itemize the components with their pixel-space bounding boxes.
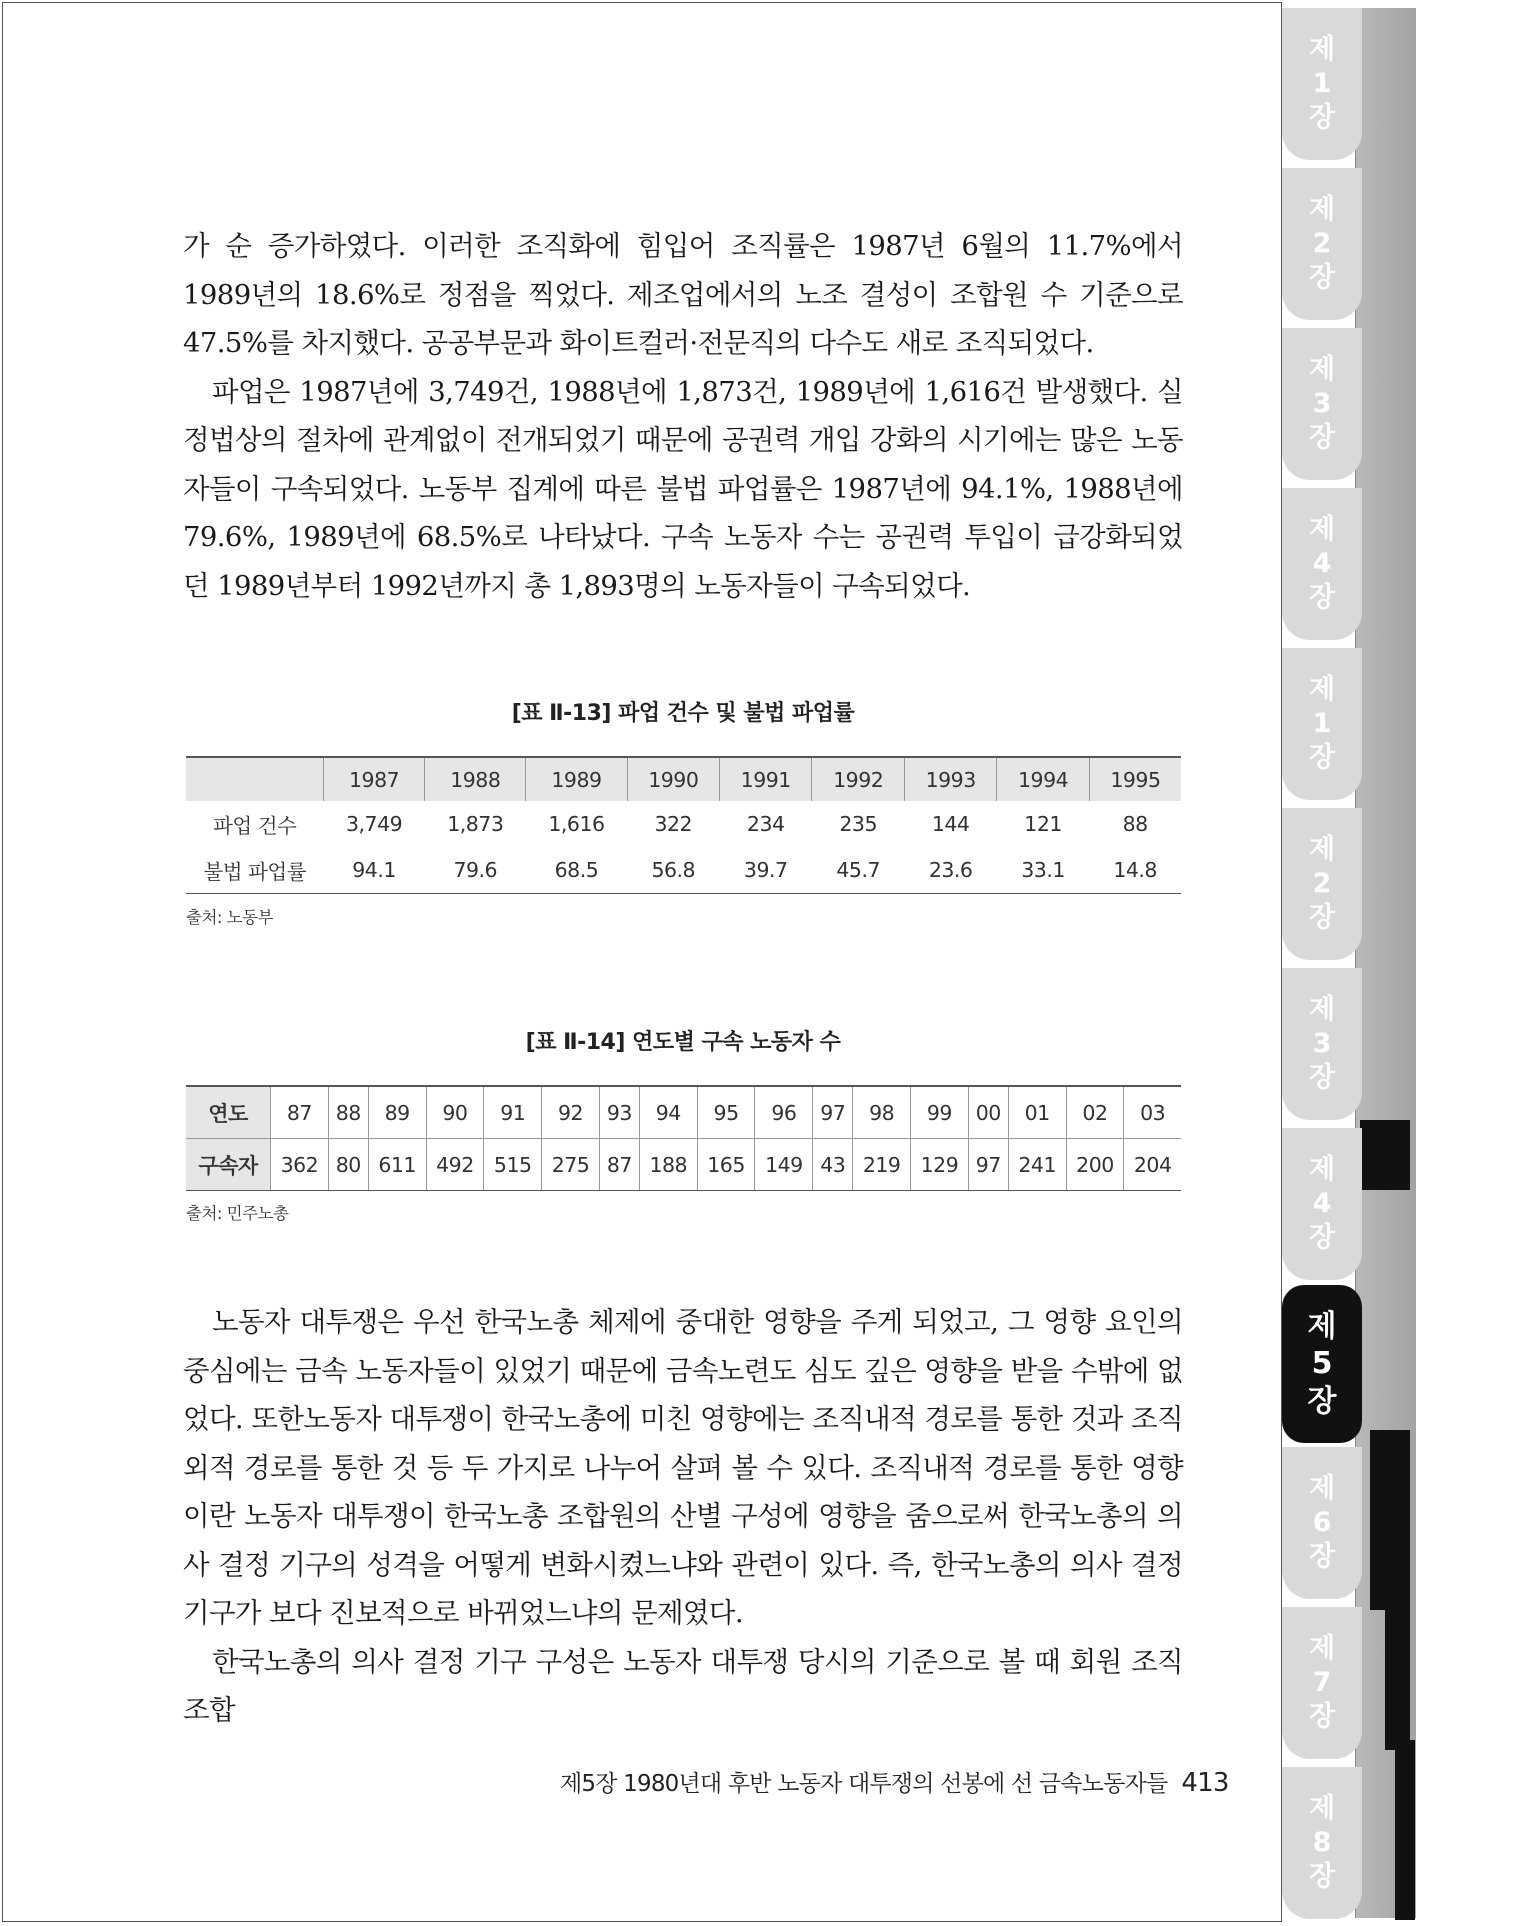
cell: 1,616 (548, 812, 605, 836)
cell: 219 (853, 1139, 911, 1191)
cell: 23.6 (904, 847, 996, 894)
intro-text (183, 222, 1183, 610)
cell: 02 (1066, 1086, 1124, 1139)
chapter-tab-3[interactable]: 제 3 장 (1282, 328, 1362, 480)
cell: 94.1 (324, 847, 425, 894)
cell: 14.8 (1089, 847, 1181, 894)
year-header: 1990 (627, 757, 719, 801)
table-header-row (186, 757, 1181, 801)
cell: 87 (599, 1139, 639, 1191)
cell: 97 (968, 1139, 1008, 1191)
chapter-tab-4b[interactable]: 제 4 장 (1282, 1128, 1362, 1280)
table-row (186, 801, 1181, 847)
table-13-caption: [표 Ⅱ-13] 파업 건수 및 불법 파업률 (511, 701, 855, 726)
cell: 3,749 (346, 812, 403, 836)
row-label: 파업 건수 (213, 814, 297, 838)
chapter-tab-2[interactable]: 제 2 장 (1282, 168, 1362, 320)
cell: 234 (746, 812, 785, 836)
cell: 98 (853, 1086, 911, 1139)
arrest-table (186, 1085, 1181, 1191)
row-label: 불법 파업률 (186, 847, 324, 894)
cell: 129 (911, 1139, 969, 1191)
cell: 95 (697, 1086, 755, 1139)
cell: 165 (697, 1139, 755, 1191)
chapter-tab-6[interactable]: 제 6 장 (1282, 1447, 1362, 1599)
strike-table (186, 756, 1181, 894)
table-row (186, 1139, 1181, 1191)
cell: 94 (639, 1086, 697, 1139)
cell: 149 (755, 1139, 813, 1191)
cell: 515 (484, 1139, 542, 1191)
edge-mark (1370, 1430, 1410, 1610)
cell: 121 (1024, 812, 1062, 836)
year-header: 1991 (720, 757, 812, 801)
cell: 80 (328, 1139, 368, 1191)
edge-mark (1360, 1120, 1410, 1190)
row-label: 연도 (186, 1086, 271, 1139)
chapter-tab-8[interactable]: 제 8 장 (1282, 1767, 1362, 1919)
cell: 79.6 (425, 847, 526, 894)
cell: 362 (271, 1139, 329, 1191)
cell: 144 (931, 812, 970, 836)
year-header: 1995 (1089, 757, 1181, 801)
row-label: 구속자 (186, 1139, 271, 1191)
chapter-tab-7[interactable]: 제 7 장 (1282, 1607, 1362, 1759)
paragraph: 노동자 대투쟁은 우선 한국노총 체제에 중대한 영향을 주게 되었고, 그 영향 요인의 중심에는 금속 노동자들이 있었기 때문에 금속노련도 심도 깊은 영향을 받을 수밖에 없었다. 또한노동자 대투쟁이 한국노총에 미친 영향에는 조직내적 경로를 통한 것과 조직외적 경로를 통한 것 등 두 가지로 나누어 살펴 볼 수 있다. 조직내적 경로를 통한 영향이란 노동자 대투쟁이 한국노총 조합원의 산별 구성에 영향을 줌으로써 한국노총의 의사 결정 기구의 성격을 어떻게 변화시켰느냐와 관련이 있다. 즉, 한국노총의 의사 결정 기구가 보다 진보적으로 바뀌었느냐의 문제였다. (183, 1306, 1183, 1629)
cell: 235 (839, 812, 878, 836)
paragraph: 파업은 1987년에 3,749건, 1988년에 1,873건, 1989년에 1,616건 발생했다. 실정법상의 절차에 관계없이 전개되었기 때문에 공권력 개입 강화의 시기에는 많은 노동자들이 구속되었다. 노동부 집계에 따른 불법 파업률은 1987년에 94.1%, 1988년에 79.6%, 1989년에 68.5%로 나타났다. 구속 노동자 수는 공권력 투입이 급강화되었던 1989년부터 1992년까지 총 1,893명의 노동자들이 구속되었다. (183, 375, 1183, 602)
chapter-tab-3b[interactable]: 제 3 장 (1282, 968, 1362, 1120)
year-header: 1988 (425, 757, 526, 801)
cell: 88 (328, 1086, 368, 1139)
table-13-source: 출처: 노동부 (186, 908, 273, 927)
page-footer (560, 1765, 1229, 1798)
year-header: 1992 (812, 757, 904, 801)
running-title: 제5장 1980년대 후반 노동자 대투쟁의 선봉에 선 금속노동자들 (560, 1771, 1168, 1797)
chapter-tab-1[interactable]: 제 1 장 (1282, 8, 1362, 160)
chapter-tab-1b[interactable]: 제 1 장 (1282, 648, 1362, 800)
cell: 89 (368, 1086, 426, 1139)
year-header: 1993 (904, 757, 996, 801)
table-row (186, 1086, 1181, 1139)
table-14-source: 출처: 민주노총 (186, 1204, 289, 1223)
cell: 03 (1124, 1086, 1181, 1139)
paragraph: 한국노총의 의사 결정 기구 구성은 노동자 대투쟁 당시의 기준으로 볼 때 회원 조직 조합 (183, 1645, 1183, 1726)
cell: 68.5 (526, 847, 627, 894)
year-header: 1994 (997, 757, 1089, 801)
edge-mark (1395, 1740, 1415, 1920)
cell: 492 (426, 1139, 484, 1191)
cell: 241 (1008, 1139, 1066, 1191)
cell: 56.8 (627, 847, 719, 894)
cell: 90 (426, 1086, 484, 1139)
chapter-tab-4[interactable]: 제 4 장 (1282, 488, 1362, 640)
cell: 322 (654, 812, 693, 836)
cell: 188 (639, 1139, 697, 1191)
cell: 33.1 (997, 847, 1089, 894)
paragraph: 가 순 증가하였다. 이러한 조직화에 힘입어 조직률은 1987년 6월의 11.7%에서 1989년의 18.6%로 정점을 찍었다. 제조업에서의 노조 결성이 조합원 수 기준으로 47.5%를 차지했다. 공공부문과 화이트컬러·전문직의 다수도 새로 조직되었다. (183, 230, 1183, 359)
cell: 275 (542, 1139, 600, 1191)
chapter-tab-2b[interactable]: 제 2 장 (1282, 808, 1362, 960)
cell: 1,873 (447, 812, 504, 836)
chapter-tab-5-active[interactable]: 제 5 장 (1282, 1285, 1362, 1443)
cell: 611 (368, 1139, 426, 1191)
cell: 45.7 (812, 847, 904, 894)
cell: 87 (271, 1086, 329, 1139)
cell: 99 (911, 1086, 969, 1139)
body-text (183, 1298, 1183, 1735)
table-row (186, 847, 1181, 894)
edge-mark (1385, 1600, 1410, 1750)
cell: 204 (1124, 1139, 1181, 1191)
page-number: 413 (1181, 1768, 1229, 1798)
year-header: 1987 (324, 757, 425, 801)
cell: 00 (968, 1086, 1008, 1139)
cell: 96 (755, 1086, 813, 1139)
year-header: 1989 (526, 757, 627, 801)
cell: 43 (813, 1139, 853, 1191)
cell: 88 (1122, 812, 1148, 836)
cell: 01 (1008, 1086, 1066, 1139)
cell: 92 (542, 1086, 600, 1139)
header-empty-cell (186, 757, 324, 801)
table-14-caption: [표 Ⅱ-14] 연도별 구속 노동자 수 (525, 1030, 841, 1055)
cell: 200 (1066, 1139, 1124, 1191)
cell: 97 (813, 1086, 853, 1139)
cell: 91 (484, 1086, 542, 1139)
cell: 39.7 (720, 847, 812, 894)
cell: 93 (599, 1086, 639, 1139)
